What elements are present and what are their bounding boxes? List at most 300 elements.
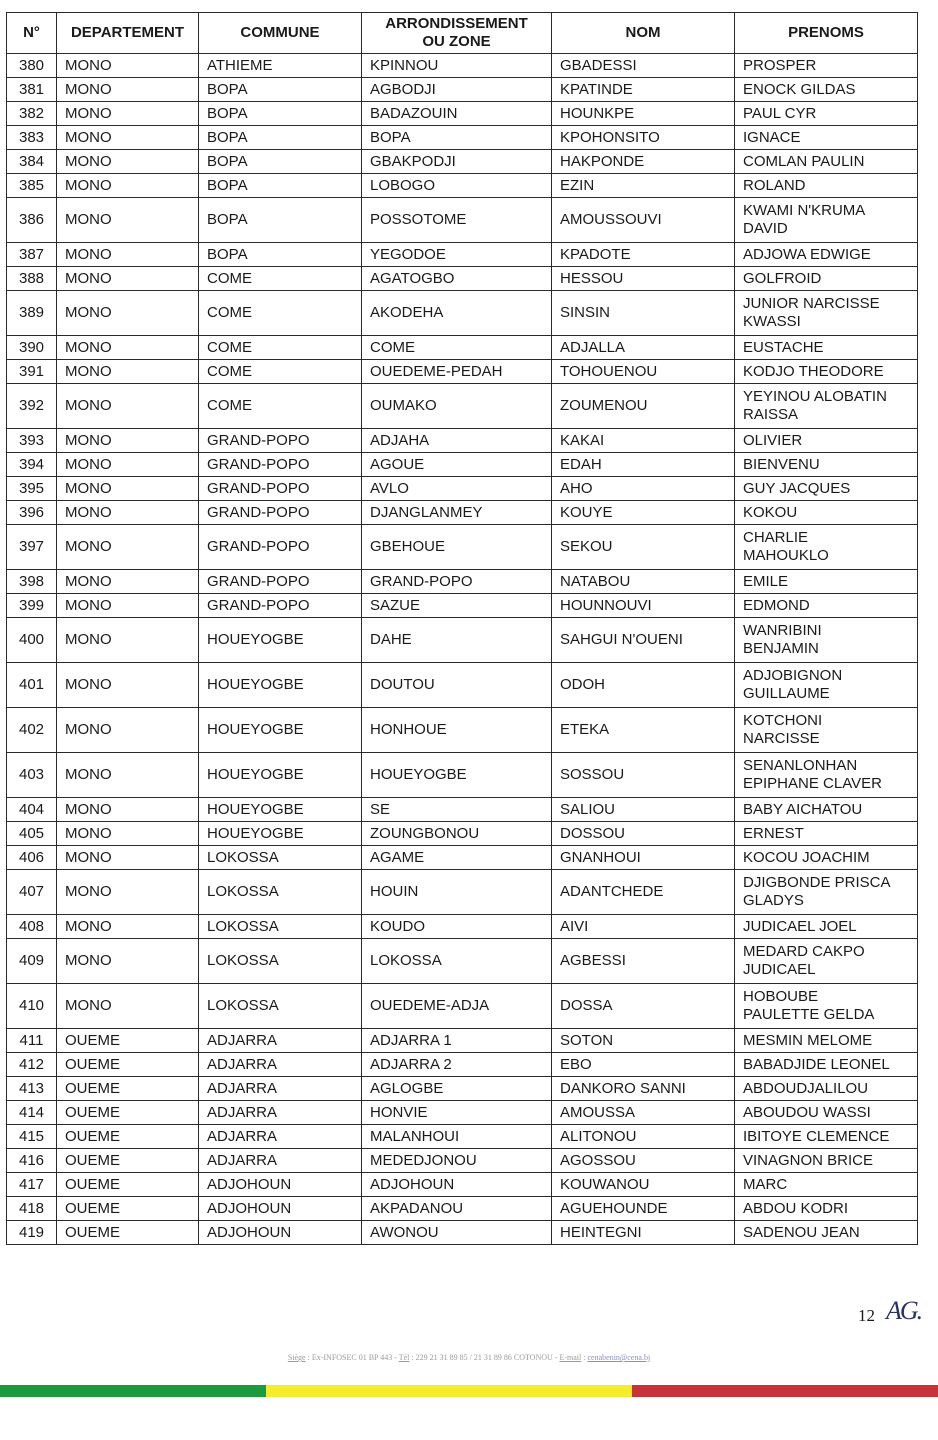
cell-num: 410: [7, 984, 57, 1029]
cell-prenoms: [735, 78, 918, 102]
cell-commune: ADJOHOUN: [199, 1173, 362, 1197]
cell-arrondissement: DJANGLANMEY: [362, 501, 552, 525]
cell-commune: GRAND-POPO: [199, 429, 362, 453]
cell-departement: MONO: [57, 243, 199, 267]
cell-commune: ADJARRA: [199, 1077, 362, 1101]
table-row: [7, 291, 918, 336]
cell-nom: EBO: [552, 1053, 735, 1077]
cell-nom: KOUYE: [552, 501, 735, 525]
prenoms-line-1: EDMOND: [743, 596, 810, 614]
cell-arrondissement: KOUDO: [362, 915, 552, 939]
cell-arrondissement: KPINNOU: [362, 54, 552, 78]
prenoms-line-1: GUY JACQUES: [743, 479, 851, 497]
cell-arrondissement: GBEHOUE: [362, 525, 552, 570]
cell-nom: AGUEHOUNDE: [552, 1197, 735, 1221]
cell-departement: MONO: [57, 429, 199, 453]
cell-arrondissement: DAHE: [362, 618, 552, 663]
cell-nom: KAKAI: [552, 429, 735, 453]
cell-nom: ETEKA: [552, 708, 735, 753]
cell-nom: AHO: [552, 477, 735, 501]
cell-commune: GRAND-POPO: [199, 570, 362, 594]
cell-departement: OUEME: [57, 1173, 199, 1197]
cell-num: 402: [7, 708, 57, 753]
table-row: [7, 525, 918, 570]
cell-commune: HOUEYOGBE: [199, 708, 362, 753]
header-commune: COMMUNE: [199, 13, 362, 54]
cell-arrondissement: HONVIE: [362, 1101, 552, 1125]
cell-commune: ADJARRA: [199, 1125, 362, 1149]
cell-prenoms: [735, 477, 918, 501]
cell-departement: MONO: [57, 798, 199, 822]
cell-nom: DOSSOU: [552, 822, 735, 846]
table-row: [7, 1053, 918, 1077]
cell-arrondissement: MEDEDJONOU: [362, 1149, 552, 1173]
cell-num: 397: [7, 525, 57, 570]
prenoms-line-1: GOLFROID: [743, 269, 822, 287]
prenoms-line-1: JUDICAEL JOEL: [743, 917, 857, 935]
cell-commune: HOUEYOGBE: [199, 618, 362, 663]
cell-nom: AMOUSSA: [552, 1101, 735, 1125]
cell-num: 382: [7, 102, 57, 126]
cell-arrondissement: AWONOU: [362, 1221, 552, 1245]
cell-prenoms: [735, 753, 918, 798]
cell-nom: KPATINDE: [552, 78, 735, 102]
cell-prenoms: [735, 198, 918, 243]
cell-prenoms: [735, 1221, 918, 1245]
cell-departement: MONO: [57, 336, 199, 360]
table-row: [7, 54, 918, 78]
table-row: [7, 198, 918, 243]
cell-arrondissement: BADAZOUIN: [362, 102, 552, 126]
table-row: [7, 1221, 918, 1245]
cell-nom: EZIN: [552, 174, 735, 198]
cell-prenoms: [735, 870, 918, 915]
header-arrondissement: [362, 13, 552, 54]
cell-prenoms: [735, 429, 918, 453]
cell-nom: SAHGUI N'OUENI: [552, 618, 735, 663]
prenoms-line-1: BIENVENU: [743, 455, 820, 473]
prenoms-line-2: RAISSA: [743, 406, 799, 423]
cell-nom: AIVI: [552, 915, 735, 939]
cell-commune: BOPA: [199, 102, 362, 126]
table-row: [7, 429, 918, 453]
cell-departement: OUEME: [57, 1149, 199, 1173]
table-row: [7, 267, 918, 291]
footer-address: [0, 1353, 938, 1362]
prenoms-line-1: KOCOU JOACHIM: [743, 848, 870, 866]
prenoms-line-2: PAULETTE GELDA: [743, 1006, 875, 1023]
candidates-table: [6, 12, 918, 1245]
cell-nom: ADJALLA: [552, 336, 735, 360]
footer-tel-text: : 229 21 31 89 85 / 21 31 89 86 COTONOU -: [409, 1353, 560, 1362]
cell-nom: HOUNKPE: [552, 102, 735, 126]
cell-commune: HOUEYOGBE: [199, 663, 362, 708]
cell-num: 392: [7, 384, 57, 429]
cell-num: 384: [7, 150, 57, 174]
cell-arrondissement: OUEDEME-ADJA: [362, 984, 552, 1029]
cell-arrondissement: ADJARRA 1: [362, 1029, 552, 1053]
prenoms-line-1: MEDARD CAKPO: [743, 943, 865, 960]
cell-arrondissement: SAZUE: [362, 594, 552, 618]
cell-nom: AGOSSOU: [552, 1149, 735, 1173]
cell-arrondissement: ZOUNGBONOU: [362, 822, 552, 846]
cell-prenoms: [735, 267, 918, 291]
cell-departement: OUEME: [57, 1221, 199, 1245]
cell-prenoms: [735, 1029, 918, 1053]
cell-prenoms: [735, 453, 918, 477]
cell-prenoms: [735, 1197, 918, 1221]
cell-num: 396: [7, 501, 57, 525]
prenoms-line-1: KWAMI N'KRUMA: [743, 202, 866, 219]
prenoms-line-1: BABY AICHATOU: [743, 800, 863, 818]
table-row: [7, 360, 918, 384]
flag-stripe-yellow: [266, 1385, 632, 1397]
table-row: [7, 453, 918, 477]
cell-departement: MONO: [57, 753, 199, 798]
cell-nom: SALIOU: [552, 798, 735, 822]
cell-arrondissement: AGOUE: [362, 453, 552, 477]
cell-nom: AGBESSI: [552, 939, 735, 984]
cell-nom: HESSOU: [552, 267, 735, 291]
cell-prenoms: [735, 984, 918, 1029]
cell-nom: GBADESSI: [552, 54, 735, 78]
table-row: [7, 939, 918, 984]
cell-prenoms: [735, 102, 918, 126]
prenoms-line-2: NARCISSE: [743, 730, 820, 747]
prenoms-line-1: MESMIN MELOME: [743, 1031, 873, 1049]
cell-num: 409: [7, 939, 57, 984]
cell-num: 416: [7, 1149, 57, 1173]
table-row: [7, 663, 918, 708]
cell-commune: LOKOSSA: [199, 870, 362, 915]
footer-email-sep: :: [581, 1353, 588, 1362]
cell-arrondissement: AVLO: [362, 477, 552, 501]
cell-prenoms: [735, 618, 918, 663]
prenoms-line-1: WANRIBINI: [743, 622, 822, 639]
table-row: [7, 1173, 918, 1197]
cell-num: 415: [7, 1125, 57, 1149]
footer-email-link[interactable]: cenabenin@cena.bj: [587, 1353, 651, 1362]
cell-commune: COME: [199, 360, 362, 384]
prenoms-line-1: SADENOU JEAN: [743, 1223, 860, 1241]
cell-departement: MONO: [57, 939, 199, 984]
cell-commune: HOUEYOGBE: [199, 753, 362, 798]
cell-nom: ODOH: [552, 663, 735, 708]
table-row: [7, 594, 918, 618]
cell-commune: LOKOSSA: [199, 915, 362, 939]
cell-num: 408: [7, 915, 57, 939]
cell-commune: ADJARRA: [199, 1053, 362, 1077]
cell-commune: COME: [199, 384, 362, 429]
table-row: [7, 798, 918, 822]
header-prenoms: PRENOMS: [735, 13, 918, 54]
prenoms-line-1: ABOUDOU WASSI: [743, 1103, 871, 1121]
cell-prenoms: [735, 54, 918, 78]
header-arrondissement-line1: ARRONDISSEMENT: [385, 15, 528, 32]
prenoms-line-1: EUSTACHE: [743, 338, 824, 356]
table-row: [7, 822, 918, 846]
cell-commune: BOPA: [199, 243, 362, 267]
cell-nom: AMOUSSOUVI: [552, 198, 735, 243]
cell-arrondissement: YEGODOE: [362, 243, 552, 267]
table-row: [7, 984, 918, 1029]
cell-num: 399: [7, 594, 57, 618]
cell-commune: LOKOSSA: [199, 939, 362, 984]
cell-departement: OUEME: [57, 1197, 199, 1221]
cell-departement: MONO: [57, 708, 199, 753]
cell-commune: LOKOSSA: [199, 846, 362, 870]
cell-commune: BOPA: [199, 198, 362, 243]
cell-commune: GRAND-POPO: [199, 477, 362, 501]
page-number: 12: [858, 1306, 875, 1325]
table-row: [7, 708, 918, 753]
cell-departement: OUEME: [57, 1053, 199, 1077]
cell-num: 403: [7, 753, 57, 798]
prenoms-line-1: ENOCK GILDAS: [743, 80, 856, 98]
cell-commune: ADJOHOUN: [199, 1197, 362, 1221]
table-header-row: [7, 13, 918, 54]
table-row: [7, 1077, 918, 1101]
cell-num: 417: [7, 1173, 57, 1197]
cell-prenoms: [735, 525, 918, 570]
cell-arrondissement: SE: [362, 798, 552, 822]
cell-num: 386: [7, 198, 57, 243]
cell-num: 393: [7, 429, 57, 453]
prenoms-line-2: DAVID: [743, 220, 788, 237]
cell-commune: BOPA: [199, 174, 362, 198]
prenoms-line-1: ROLAND: [743, 176, 806, 194]
cell-departement: MONO: [57, 174, 199, 198]
cell-departement: OUEME: [57, 1125, 199, 1149]
footer-tel-label: Tél: [398, 1353, 410, 1362]
cell-arrondissement: LOBOGO: [362, 174, 552, 198]
table-row: [7, 1125, 918, 1149]
cell-prenoms: [735, 501, 918, 525]
cell-num: 398: [7, 570, 57, 594]
header-arrondissement-line2: OU ZONE: [422, 33, 491, 50]
table-row: [7, 753, 918, 798]
cell-departement: MONO: [57, 102, 199, 126]
cell-departement: MONO: [57, 291, 199, 336]
cell-commune: BOPA: [199, 78, 362, 102]
cell-nom: SEKOU: [552, 525, 735, 570]
handwritten-initials: AG.: [886, 1296, 922, 1325]
cell-num: 418: [7, 1197, 57, 1221]
cell-commune: GRAND-POPO: [199, 594, 362, 618]
cell-nom: DOSSA: [552, 984, 735, 1029]
cell-prenoms: [735, 939, 918, 984]
cell-prenoms: [735, 915, 918, 939]
cell-arrondissement: LOKOSSA: [362, 939, 552, 984]
cell-departement: MONO: [57, 501, 199, 525]
cell-departement: MONO: [57, 663, 199, 708]
cell-prenoms: [735, 1173, 918, 1197]
prenoms-line-2: JUDICAEL: [743, 961, 816, 978]
cell-commune: COME: [199, 291, 362, 336]
cell-prenoms: [735, 291, 918, 336]
cell-departement: MONO: [57, 54, 199, 78]
cell-commune: ADJARRA: [199, 1101, 362, 1125]
cell-arrondissement: AGATOGBO: [362, 267, 552, 291]
cell-arrondissement: ADJOHOUN: [362, 1173, 552, 1197]
cell-departement: MONO: [57, 984, 199, 1029]
prenoms-line-1: SENANLONHAN: [743, 757, 858, 774]
cell-commune: BOPA: [199, 126, 362, 150]
cell-prenoms: [735, 1149, 918, 1173]
prenoms-line-1: VINAGNON BRICE: [743, 1151, 874, 1169]
prenoms-line-1: ERNEST: [743, 824, 804, 842]
cell-arrondissement: HOUEYOGBE: [362, 753, 552, 798]
prenoms-line-1: HOBOUBE: [743, 988, 819, 1005]
cell-prenoms: [735, 798, 918, 822]
cell-nom: SOSSOU: [552, 753, 735, 798]
table-row: [7, 150, 918, 174]
cell-arrondissement: AKPADANOU: [362, 1197, 552, 1221]
cell-nom: ADANTCHEDE: [552, 870, 735, 915]
prenoms-line-1: BABADJIDE LEONEL: [743, 1055, 890, 1073]
cell-arrondissement: ADJARRA 2: [362, 1053, 552, 1077]
cell-num: 380: [7, 54, 57, 78]
cell-departement: OUEME: [57, 1077, 199, 1101]
table-row: [7, 126, 918, 150]
footer-siege-label: Siège: [287, 1353, 306, 1362]
prenoms-line-2: EPIPHANE CLAVER: [743, 775, 882, 792]
cell-prenoms: [735, 243, 918, 267]
table-row: [7, 870, 918, 915]
cell-num: 400: [7, 618, 57, 663]
cell-prenoms: [735, 570, 918, 594]
cell-arrondissement: DOUTOU: [362, 663, 552, 708]
cell-departement: MONO: [57, 870, 199, 915]
cell-nom: TOHOUENOU: [552, 360, 735, 384]
prenoms-line-1: ADJOWA EDWIGE: [743, 245, 871, 263]
prenoms-line-1: IGNACE: [743, 128, 801, 146]
cell-num: 411: [7, 1029, 57, 1053]
prenoms-line-1: DJIGBONDE PRISCA: [743, 874, 891, 891]
cell-nom: HOUNNOUVI: [552, 594, 735, 618]
cell-nom: GNANHOUI: [552, 846, 735, 870]
cell-departement: MONO: [57, 198, 199, 243]
cell-departement: MONO: [57, 453, 199, 477]
cell-num: 394: [7, 453, 57, 477]
cell-arrondissement: COME: [362, 336, 552, 360]
cell-nom: HAKPONDE: [552, 150, 735, 174]
cell-arrondissement: MALANHOUI: [362, 1125, 552, 1149]
prenoms-line-2: GUILLAUME: [743, 685, 830, 702]
cell-num: 381: [7, 78, 57, 102]
cell-num: 383: [7, 126, 57, 150]
table-row: [7, 78, 918, 102]
prenoms-line-2: BENJAMIN: [743, 640, 819, 657]
prenoms-line-2: MAHOUKLO: [743, 547, 829, 564]
cell-prenoms: [735, 126, 918, 150]
table-row: [7, 384, 918, 429]
cell-num: 412: [7, 1053, 57, 1077]
cell-num: 401: [7, 663, 57, 708]
cell-num: 414: [7, 1101, 57, 1125]
cell-departement: OUEME: [57, 1101, 199, 1125]
cell-prenoms: [735, 822, 918, 846]
cell-num: 387: [7, 243, 57, 267]
cell-commune: HOUEYOGBE: [199, 798, 362, 822]
prenoms-line-1: KOTCHONI: [743, 712, 823, 729]
cell-nom: KOUWANOU: [552, 1173, 735, 1197]
table-row: [7, 174, 918, 198]
prenoms-line-1: ABDOUDJALILOU: [743, 1079, 869, 1097]
cell-num: 388: [7, 267, 57, 291]
prenoms-line-1: EMILE: [743, 572, 789, 590]
cell-num: 391: [7, 360, 57, 384]
cell-arrondissement: AGAME: [362, 846, 552, 870]
cell-departement: MONO: [57, 126, 199, 150]
cell-prenoms: [735, 360, 918, 384]
cell-num: 385: [7, 174, 57, 198]
cell-prenoms: [735, 594, 918, 618]
cell-arrondissement: OUEDEME-PEDAH: [362, 360, 552, 384]
cell-commune: HOUEYOGBE: [199, 822, 362, 846]
table-row: [7, 570, 918, 594]
footer-siege-text: : Ex-INFOSEC 01 BP 443 -: [305, 1353, 399, 1362]
cell-prenoms: [735, 384, 918, 429]
cell-commune: ADJARRA: [199, 1029, 362, 1053]
table-row: [7, 618, 918, 663]
cell-commune: ADJARRA: [199, 1149, 362, 1173]
cell-arrondissement: AGLOGBE: [362, 1077, 552, 1101]
cell-arrondissement: HOUIN: [362, 870, 552, 915]
cell-prenoms: [735, 1077, 918, 1101]
header-nom: NOM: [552, 13, 735, 54]
prenoms-line-1: IBITOYE CLEMENCE: [743, 1127, 890, 1145]
cell-num: 419: [7, 1221, 57, 1245]
cell-commune: GRAND-POPO: [199, 453, 362, 477]
cell-num: 390: [7, 336, 57, 360]
cell-departement: MONO: [57, 915, 199, 939]
cell-nom: EDAH: [552, 453, 735, 477]
cell-prenoms: [735, 1125, 918, 1149]
prenoms-line-1: CHARLIE: [743, 529, 809, 546]
cell-departement: OUEME: [57, 1029, 199, 1053]
cell-arrondissement: GRAND-POPO: [362, 570, 552, 594]
cell-departement: MONO: [57, 477, 199, 501]
cell-num: 413: [7, 1077, 57, 1101]
cell-nom: ZOUMENOU: [552, 384, 735, 429]
prenoms-line-1: JUNIOR NARCISSE: [743, 295, 880, 312]
cell-departement: MONO: [57, 384, 199, 429]
header-num: N°: [7, 13, 57, 54]
flag-stripe-green: [0, 1385, 266, 1397]
cell-num: 406: [7, 846, 57, 870]
table-row: [7, 336, 918, 360]
cell-arrondissement: AGBODJI: [362, 78, 552, 102]
cell-prenoms: [735, 1101, 918, 1125]
cell-commune: COME: [199, 336, 362, 360]
table-body: [7, 54, 918, 1245]
cell-prenoms: [735, 336, 918, 360]
cell-nom: SOTON: [552, 1029, 735, 1053]
cell-arrondissement: POSSOTOME: [362, 198, 552, 243]
cell-arrondissement: HONHOUE: [362, 708, 552, 753]
cell-departement: MONO: [57, 822, 199, 846]
cell-prenoms: [735, 174, 918, 198]
table-row: [7, 477, 918, 501]
table-row: [7, 1101, 918, 1125]
cell-commune: ATHIEME: [199, 54, 362, 78]
cell-num: 395: [7, 477, 57, 501]
prenoms-line-1: OLIVIER: [743, 431, 803, 449]
prenoms-line-1: KOKOU: [743, 503, 798, 521]
prenoms-line-1: PROSPER: [743, 56, 817, 74]
cell-commune: COME: [199, 267, 362, 291]
